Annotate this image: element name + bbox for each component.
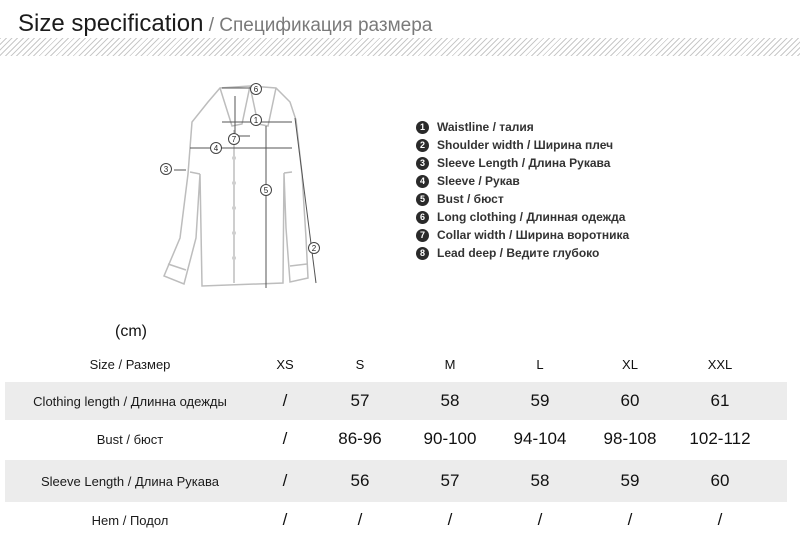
title-separator: / <box>203 15 220 36</box>
measurement-legend <box>416 118 629 262</box>
table-row <box>5 420 787 458</box>
title-sub: Спецификация размера <box>219 15 433 36</box>
diagram-markers <box>161 84 320 254</box>
hatch-divider <box>0 38 800 56</box>
legend-item <box>416 190 629 208</box>
legend-number: 3 <box>416 157 429 170</box>
row-label: Sleeve Length / Длина Рукава <box>41 473 219 489</box>
value-cell: 59 <box>620 471 640 490</box>
legend-text: Sleeve Length / Длина Рукава <box>437 156 611 170</box>
value-cell: 58 <box>530 471 550 490</box>
size-cell: XS <box>276 356 294 372</box>
value-cell: / <box>627 510 633 529</box>
legend-number: 4 <box>416 175 429 188</box>
value-cell: 57 <box>440 471 460 490</box>
legend-number: 7 <box>416 229 429 242</box>
value-cell: 86-96 <box>338 429 382 448</box>
shirt-illustration <box>150 78 340 298</box>
value-cell: 102-112 <box>689 429 751 448</box>
value-cell: 98-108 <box>603 429 657 448</box>
marker-5: 5 <box>263 186 269 195</box>
marker-1: 1 <box>253 116 259 125</box>
value-cell: 60 <box>710 471 730 490</box>
legend-text: Bust / бюст <box>437 192 504 206</box>
legend-item <box>416 136 629 154</box>
legend-number: 5 <box>416 193 429 206</box>
marker-6: 6 <box>253 85 259 94</box>
size-cell: XXL <box>707 356 733 372</box>
value-cell: / <box>282 471 288 490</box>
legend-item <box>416 118 629 136</box>
legend-text: Sleeve / Рукав <box>437 174 520 188</box>
marker-2: 2 <box>311 244 317 253</box>
legend-item <box>416 172 629 190</box>
marker-7: 7 <box>231 135 237 144</box>
row-label: Clothing length / Длинна одежды <box>33 393 227 409</box>
value-cell: / <box>282 391 288 410</box>
value-cell: / <box>282 429 288 448</box>
title-main: Size specification <box>18 10 204 37</box>
marker-3: 3 <box>163 165 169 174</box>
legend-text: Shoulder width / Ширина плеч <box>437 138 614 152</box>
legend-item <box>416 208 629 226</box>
table-row <box>5 502 787 538</box>
size-cell: S <box>355 356 365 372</box>
value-cell: / <box>282 510 288 529</box>
legend-number: 6 <box>416 211 429 224</box>
value-cell: 56 <box>350 471 370 490</box>
value-cell: / <box>447 510 453 529</box>
value-cell: 57 <box>350 391 370 410</box>
legend-item <box>416 154 629 172</box>
legend-number: 1 <box>416 121 429 134</box>
size-cell: L <box>536 356 544 372</box>
shirt-diagram <box>150 78 340 298</box>
legend-number: 8 <box>416 247 429 260</box>
value-cell: 94-104 <box>513 429 567 448</box>
unit-label: (cm) <box>115 323 147 340</box>
value-cell: / <box>357 510 363 529</box>
legend-item <box>416 226 629 244</box>
row-label: Size / Размер <box>89 356 171 372</box>
value-cell: 58 <box>440 391 460 410</box>
value-cell: 59 <box>530 391 550 410</box>
legend-text: Long clothing / Длинная одежда <box>437 210 626 224</box>
legend-text: Waistline / талия <box>437 120 534 134</box>
value-cell: 61 <box>710 391 730 410</box>
size-header-row <box>5 346 787 382</box>
legend-item <box>416 244 629 262</box>
value-cell: / <box>537 510 543 529</box>
row-label: Bust / бюст <box>96 431 164 447</box>
legend-text: Lead deep / Ведите глубоко <box>437 246 600 260</box>
size-cell: M <box>444 356 456 372</box>
value-cell: / <box>717 510 723 529</box>
row-label: Hem / Подол <box>91 512 169 528</box>
marker-4: 4 <box>213 144 219 153</box>
table-row <box>5 460 787 502</box>
legend-number: 2 <box>416 139 429 152</box>
page-title <box>18 10 432 38</box>
value-cell: 60 <box>620 391 640 410</box>
legend-text: Collar width / Ширина воротника <box>437 228 630 242</box>
table-row <box>5 382 787 420</box>
page-header <box>0 0 800 48</box>
size-cell: XL <box>622 356 638 372</box>
value-cell: 90-100 <box>423 429 477 448</box>
